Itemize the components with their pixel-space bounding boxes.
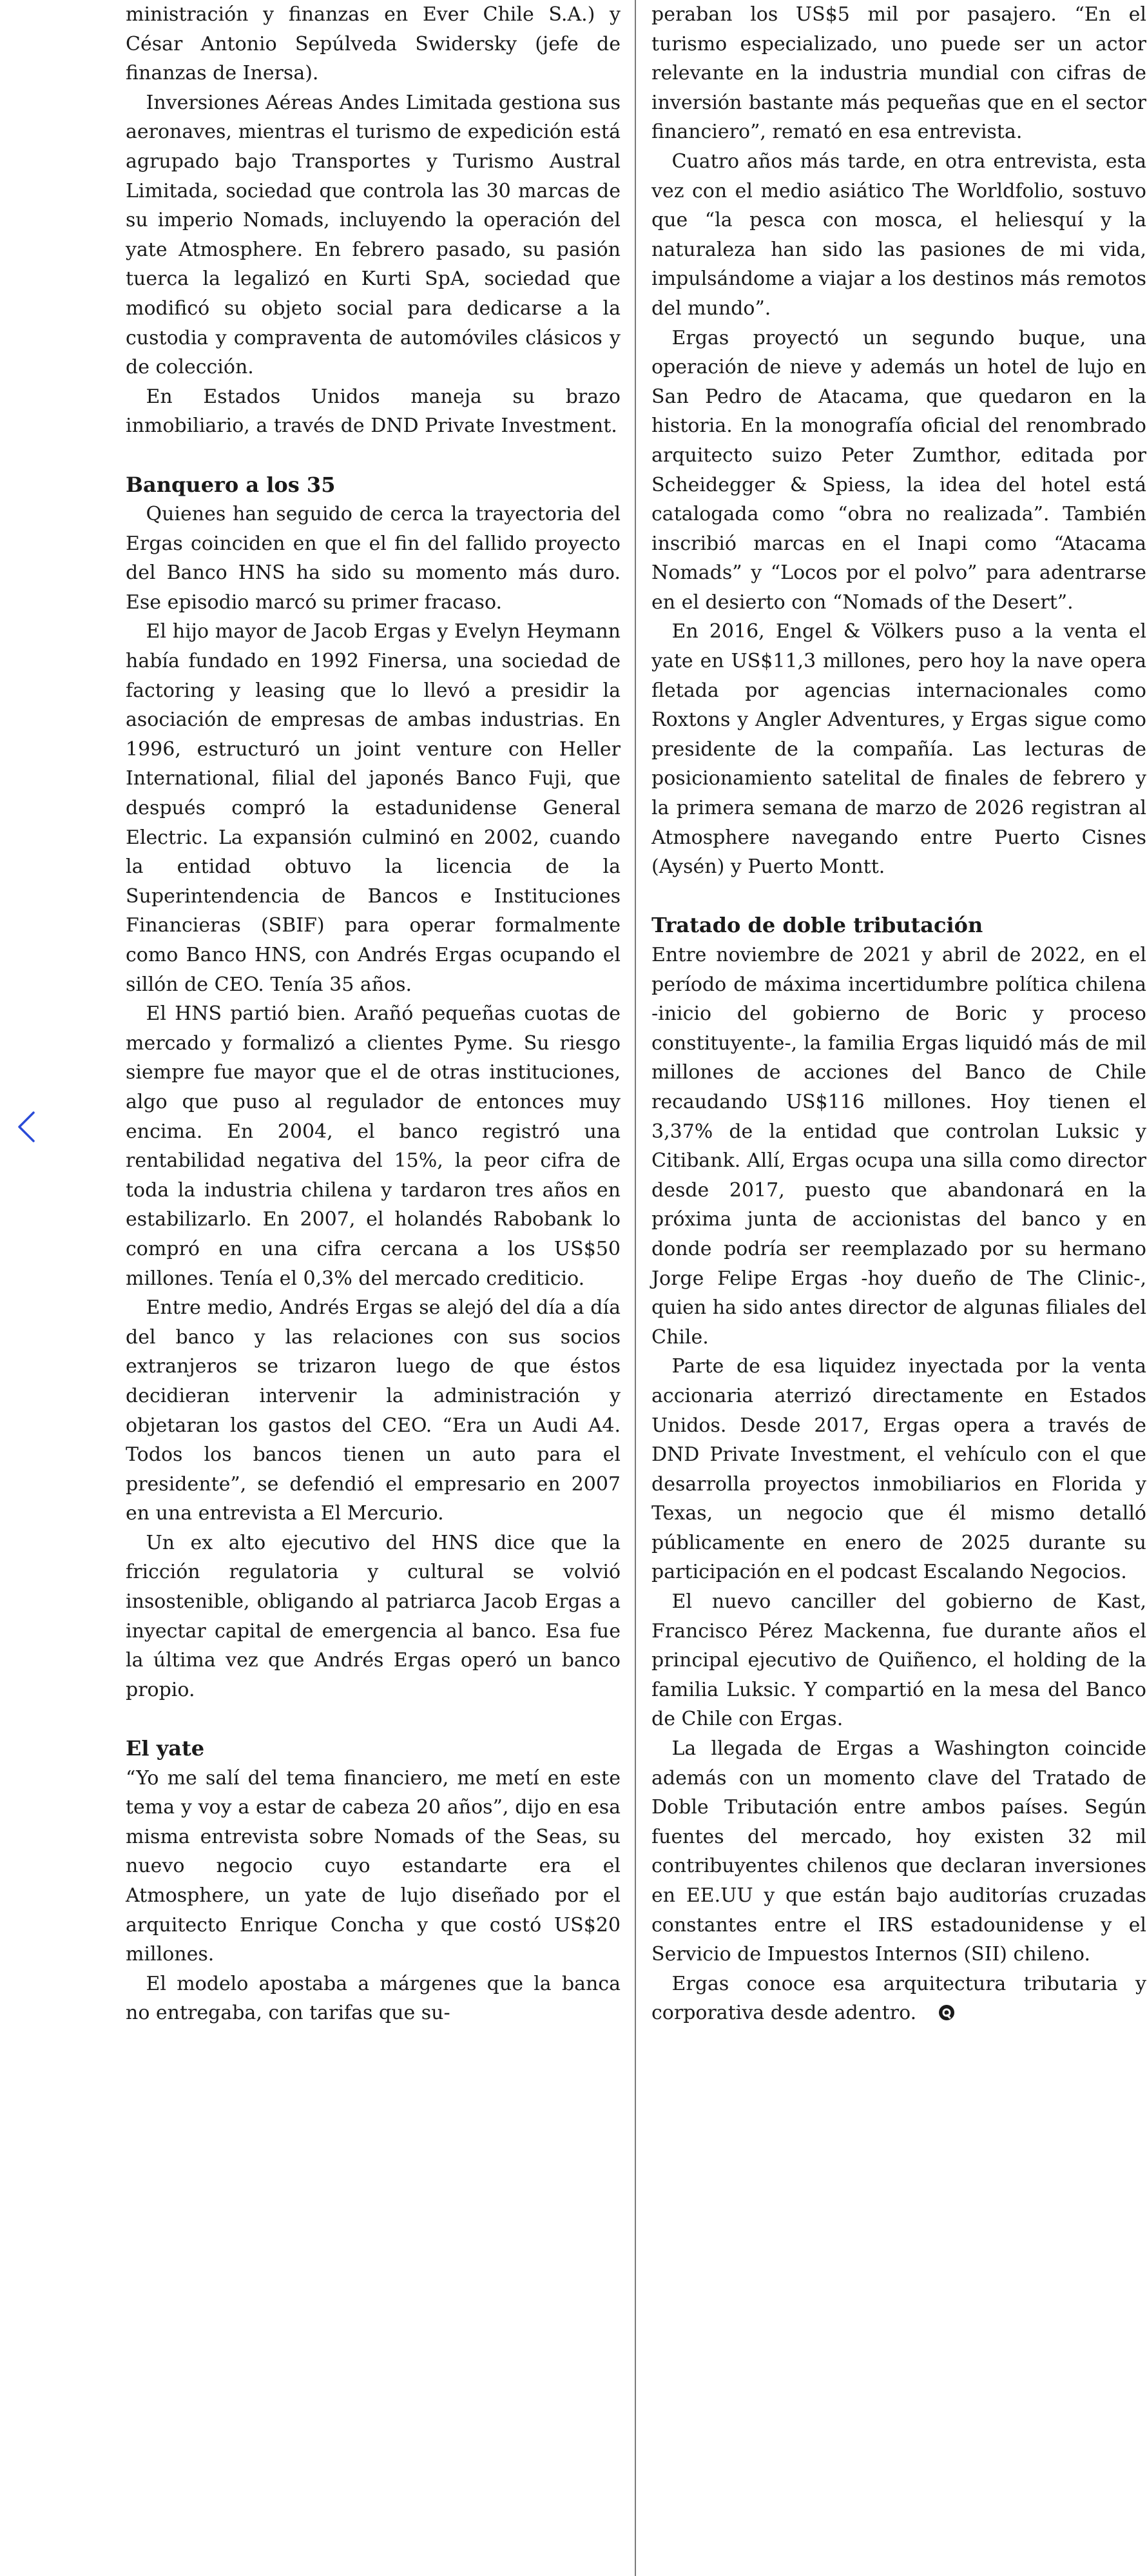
section-heading-yate: El yate <box>126 1736 205 1761</box>
paragraph: El HNS partió bien. Arañó pequeñas cuotas de mercado y formalizó a clientes Pyme. Su riesgo siempre fue mayor que el de otras instituciones, algo que puso al regulador de entonces muy encima. En 2004, el banco registró una rentabilidad negativa del 15%, la peor cifra de toda la industria chilena y tardaron tres años en estabilizarlo. En 2007, el holandés Rabobank lo compró en una cifra cercana a los US$50 millones. Tenía el 0,3% del mercado crediticio. <box>126 1002 621 1290</box>
end-of-article-icon <box>918 2000 934 2017</box>
paragraph: En Estados Unidos maneja su brazo inmobiliario, a través de DND Private Investment. <box>126 385 621 438</box>
paragraph: La llegada de Ergas a Washington coincide además con un momento clave del Tratado de Doble Tributación entre ambos países. Según fuentes del mercado, hoy existen 32 mil contribuyentes chilenos que declaran inversiones en EE.UU y que están bajo auditorías cruzadas constantes entre el IRS estadounidense y el Servicio de Impuestos Internos (SII) chileno. <box>651 1737 1146 1966</box>
article-column-right <box>651 0 1146 2028</box>
section-heading-banquero: Banquero a los 35 <box>126 472 336 497</box>
column-divider <box>635 0 636 2576</box>
final-sentence: Ergas conoce esa arquitectura tributaria y corporativa desde adentro. <box>651 1972 1146 2025</box>
paragraph: peraban los US$5 mil por pasajero. “En el turismo especializado, uno puede ser un actor relevante en la industria mundial con cifras de inversión bastante más pequeñas que en el sector financiero”, remató en esa entrevista. <box>651 3 1146 144</box>
back-chevron-icon[interactable] <box>12 1107 40 1146</box>
paragraph: El nuevo canciller del gobierno de Kast, Francisco Pérez Mackenna, fue durante años el principal ejecutivo de Quiñenco, el holding de la familia Luksic. Y compartió en la mesa del Banco de Chile con Ergas. <box>651 1590 1146 1731</box>
paragraph: Un ex alto ejecutivo del HNS dice que la fricción regulatoria y cultural se volvió insostenible, obligando al patriarca Jacob Ergas a inyectar capital de emergencia al banco. Esa fue la última vez que Andrés Ergas operó un banco propio. <box>126 1531 621 1701</box>
paragraph: Quienes han seguido de cerca la trayectoria del Ergas coinciden en que el fin del fallido proyecto del Banco HNS ha sido su momento más duro. Ese episodio marcó su primer fracaso. <box>126 503 621 614</box>
paragraph: En 2016, Engel & Völkers puso a la venta el yate en US$11,3 millones, pero hoy la nave opera fletada por agencias internacionales como Roxtons y Angler Adventures, y Ergas sigue como presidente de la compañía. Las lecturas de posicionamiento satelital de finales de febrero y la primera semana de marzo de 2026 registran al Atmosphere navegando entre Puerto Cisnes (Aysén) y Puerto Montt. <box>651 620 1146 879</box>
paragraph-final <box>651 1969 1146 2028</box>
article-column-left <box>126 0 621 2028</box>
section-heading-tratado: Tratado de doble tributación <box>651 913 983 938</box>
paragraph: Cuatro años más tarde, en otra entrevista, esta vez con el medio asiático The Worldfolio, sostuvo que “la pesca con mosca, el heliesquí y la naturaleza han sido las pasiones de mi vida, impulsándome a viajar a los destinos más remotos del mundo”. <box>651 150 1146 320</box>
paragraph: Entre medio, Andrés Ergas se alejó del día a día del banco y las relaciones con sus socios extranjeros se trizaron luego de que éstos decidieran intervenir la administración y objetaran los gastos del CEO. “Era un Audi A4. Todos los bancos tienen un auto para el presidente”, se defendió el empresario en 2007 en una entrevista a El Mercurio. <box>126 1296 621 1525</box>
paragraph: Ergas proyectó un segundo buque, una operación de nieve y además un hotel de lujo en San Pedro de Atacama, que quedaron en la historia. En la monografía oficial del renombrado arquitecto suizo Peter Zumthor, editada por Scheidegger & Spiess, la idea del hotel está catalogada como “obra no realizada”. También inscribió marcas en el Inapi como “Atacama Nomads” y “Locos por el polvo” para adentrarse en el desierto con “Nomads of the Desert”. <box>651 326 1146 614</box>
paragraph: El modelo apostaba a márgenes que la banca no entregaba, con tarifas que su- <box>126 1972 621 2025</box>
paragraph: ministración y finanzas en Ever Chile S.A.) y César Antonio Sepúlveda Swidersky (jefe de finanzas de Inersa). <box>126 3 621 85</box>
paragraph: “Yo me salí del tema financiero, me metí en este tema y voy a estar de cabeza 20 años”, dijo en esa misma entrevista sobre Nomads of the Seas, su nuevo negocio cuyo estandarte era el Atmosphere, un yate de lujo diseñado por el arquitecto Enrique Concha y que costó US$20 millones. <box>126 1766 621 1966</box>
paragraph: Entre noviembre de 2021 y abril de 2022, en el período de máxima incertidumbre política chilena -inicio del gobierno de Boric y proceso constituyente-, la familia Ergas liquidó más de mil millones de acciones del Banco de Chile recaudando US$116 millones. Hoy tienen el 3,37% de la entidad que controlan Luksic y Citibank. Allí, Ergas ocupa una silla como director desde 2017, puesto que abandonará en la próxima junta de accionistas del banco y en donde podría ser reemplazado por su hermano Jorge Felipe Ergas -hoy dueño de The Clinic-, quien ha sido antes director de algunas filiales del Chile. <box>651 944 1146 1349</box>
paragraph: Inversiones Aéreas Andes Limitada gestiona sus aeronaves, mientras el turismo de expedición está agrupado bajo Transportes y Turismo Austral Limitada, sociedad que controla las 30 marcas de su imperio Nomads, incluyendo la operación del yate Atmosphere. En febrero pasado, su pasión tuerca la legalizó en Kurti SpA, sociedad que modificó su objeto social para dedicarse a la custodia y compraventa de automóviles clásicos y de colección. <box>126 91 621 379</box>
paragraph: El hijo mayor de Jacob Ergas y Evelyn Heymann había fundado en 1992 Finersa, una sociedad de factoring y leasing que lo llevó a presidir la asociación de empresas de ambas industrias. En 1996, estructuró un joint venture con Heller International, filial del japonés Banco Fuji, que después compró la estadunidense General Electric. La expansión culminó en 2002, cuando la entidad obtuvo la licencia de la Superintendencia de Bancos e Instituciones Financieras (SBIF) para operar formalmente como Banco HNS, con Andrés Ergas ocupando el sillón de CEO. Tenía 35 años. <box>126 620 621 996</box>
paragraph: Parte de esa liquidez inyectada por la venta accionaria aterrizó directamente en Estados Unidos. Desde 2017, Ergas opera a través de DND Private Investment, el vehículo con el que desarrolla proyectos inmobiliarios en Florida y Texas, un negocio que él mismo detalló públicamente en enero de 2025 durante su participación en el podcast Escalando Negocios. <box>651 1355 1146 1584</box>
